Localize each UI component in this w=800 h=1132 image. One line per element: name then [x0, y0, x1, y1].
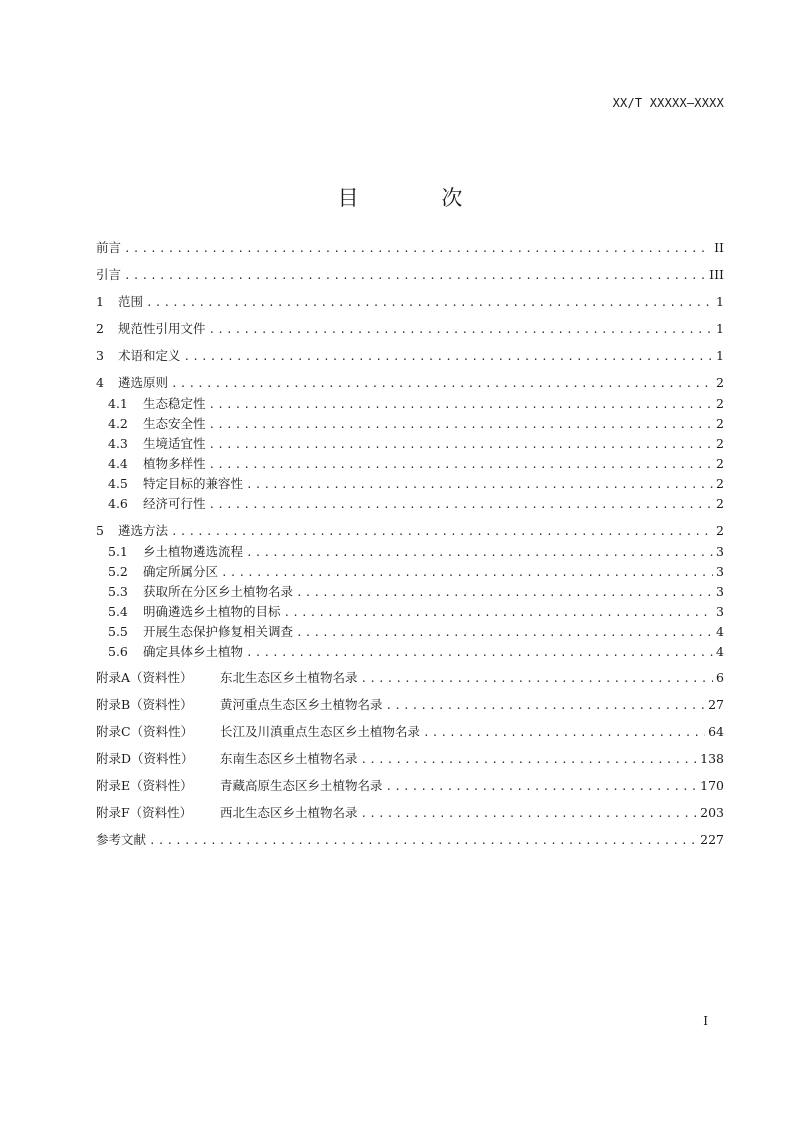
dot-leader	[423, 723, 705, 743]
toc-entry-label: 生态稳定性	[143, 396, 206, 411]
toc-entry-page: 2	[716, 416, 724, 431]
document-code: XX/T XXXXX—XXXX	[612, 96, 724, 110]
dot-leader	[296, 623, 713, 643]
toc-entry-label: 西北生态区乡土植物名录	[220, 805, 358, 820]
toc-entry-intro[interactable]	[96, 265, 724, 285]
dot-leader	[209, 435, 714, 455]
page-number: I	[703, 1014, 708, 1028]
toc-entry-page: 27	[708, 697, 724, 712]
toc-entry-section-4-4[interactable]	[108, 454, 724, 474]
toc-entry-appendix-prefix: 附录D（资料性）	[96, 751, 194, 766]
toc-entry-section-4-1[interactable]	[108, 394, 724, 414]
toc-entry-page: 2	[716, 456, 724, 471]
toc-entry-label: 参考文献	[96, 832, 147, 847]
dot-leader	[246, 475, 713, 495]
toc-entry-label: 生态安全性	[143, 416, 206, 431]
toc-entry-page: III	[709, 267, 724, 282]
toc-entry-number: 2	[96, 321, 104, 336]
toc-entry-page: 2	[716, 396, 724, 411]
toc-entry-label: 乡土植物遴选流程	[143, 544, 244, 559]
toc-entry-number: 5.1	[108, 544, 128, 559]
toc-entry-section-3[interactable]	[96, 346, 724, 366]
toc-entry-appendix-c[interactable]	[96, 722, 724, 742]
toc-entry-references[interactable]	[96, 830, 724, 850]
toc-entry-label: 前言	[96, 240, 122, 255]
toc-entry-appendix-a[interactable]	[96, 668, 724, 688]
toc-entry-section-4-5[interactable]	[108, 474, 724, 494]
toc-entry-page: 4	[716, 624, 724, 639]
dot-leader	[209, 455, 714, 475]
toc-entry-number: 5.2	[108, 564, 128, 579]
toc-entry-label: 引言	[96, 267, 122, 282]
toc-entry-label: 东北生态区乡土植物名录	[220, 670, 358, 685]
toc-entry-page: 4	[716, 644, 724, 659]
toc-entry-page: 2	[716, 476, 724, 491]
dot-leader	[146, 293, 713, 313]
toc-entry-page: 2	[716, 523, 724, 538]
page-title: 目 次	[337, 186, 501, 210]
toc-entry-section-5-5[interactable]	[108, 622, 724, 642]
toc-entry-appendix-prefix: 附录C（资料性）	[96, 724, 194, 739]
toc-entry-page: 2	[716, 496, 724, 511]
toc-entry-section-5-1[interactable]	[108, 542, 724, 562]
toc-entry-page: 3	[716, 564, 724, 579]
toc-entry-label: 获取所在分区乡土植物名录	[143, 584, 294, 599]
toc-entry-label: 确定所属分区	[143, 564, 219, 579]
toc-entry-appendix-prefix: 附录B（资料性）	[96, 697, 193, 712]
toc-entry-section-5[interactable]	[96, 521, 724, 541]
dot-leader	[246, 543, 713, 563]
toc-entry-page: 6	[716, 670, 724, 685]
toc-entry-label: 范围	[118, 294, 144, 309]
dot-leader	[124, 239, 711, 259]
toc-entry-label: 特定目标的兼容性	[143, 476, 244, 491]
toc-entry-number: 5.5	[108, 624, 128, 639]
dot-leader	[386, 777, 698, 797]
toc-entry-section-4-3[interactable]	[108, 434, 724, 454]
toc-entry-number: 5.4	[108, 604, 128, 619]
toc-entry-number: 5	[96, 523, 104, 538]
toc-entry-section-4-2[interactable]	[108, 414, 724, 434]
toc-entry-label: 黄河重点生态区乡土植物名录	[220, 697, 383, 712]
toc-entry-appendix-f[interactable]	[96, 803, 724, 823]
toc-entry-page: 64	[708, 724, 724, 739]
toc-entry-page: 3	[716, 544, 724, 559]
toc-entry-page: 1	[716, 321, 724, 336]
toc-entry-section-5-6[interactable]	[108, 642, 724, 662]
toc-entry-label: 经济可行性	[143, 496, 206, 511]
toc-entry-appendix-prefix: 附录E（资料性）	[96, 778, 193, 793]
toc-entry-page: 1	[716, 348, 724, 363]
toc-entry-page: 227	[700, 832, 724, 847]
toc-entry-number: 4.5	[108, 476, 128, 491]
toc-entry-appendix-prefix: 附录F（资料性）	[96, 805, 193, 820]
toc-entry-number: 4.4	[108, 456, 128, 471]
dot-leader	[209, 395, 714, 415]
toc-entry-section-4[interactable]	[96, 373, 724, 393]
toc-entry-preface[interactable]	[96, 238, 724, 258]
toc-entry-appendix-e[interactable]	[96, 776, 724, 796]
dot-leader	[361, 750, 698, 770]
toc-entry-number: 4.3	[108, 436, 128, 451]
toc-entry-number: 4.2	[108, 416, 128, 431]
toc-entry-appendix-prefix: 附录A（资料性）	[96, 670, 193, 685]
toc-entry-page: II	[714, 240, 724, 255]
dot-leader	[124, 266, 706, 286]
toc-entry-section-5-4[interactable]	[108, 602, 724, 622]
toc-entry-page: 138	[700, 751, 724, 766]
toc-entry-label: 遴选方法	[118, 523, 169, 538]
toc-entry-label: 遴选原则	[118, 375, 169, 390]
toc-entry-page: 203	[700, 805, 724, 820]
toc-entry-section-2[interactable]	[96, 319, 724, 339]
dot-leader	[149, 831, 697, 851]
dot-leader	[246, 643, 713, 663]
toc-entry-number: 4.6	[108, 496, 128, 511]
toc-entry-page: 2	[716, 375, 724, 390]
toc-entry-section-4-6[interactable]	[108, 494, 724, 514]
dot-leader	[171, 522, 713, 542]
toc-entry-number: 1	[96, 294, 104, 309]
toc-entry-appendix-b[interactable]	[96, 695, 724, 715]
toc-entry-label: 规范性引用文件	[118, 321, 206, 336]
dot-leader	[184, 347, 714, 367]
dot-leader	[361, 669, 714, 689]
toc-entry-section-5-2[interactable]	[108, 562, 724, 582]
toc-entry-label: 明确遴选乡土植物的目标	[143, 604, 281, 619]
toc-entry-page: 170	[700, 778, 724, 793]
dot-leader	[209, 320, 714, 340]
toc-entry-label: 青藏高原生态区乡土植物名录	[220, 778, 383, 793]
toc-entry-label: 术语和定义	[118, 348, 181, 363]
toc-entry-label: 长江及川滇重点生态区乡土植物名录	[220, 724, 421, 739]
toc-entry-section-1[interactable]	[96, 292, 724, 312]
toc-entry-page: 3	[716, 604, 724, 619]
toc-entry-number: 3	[96, 348, 104, 363]
toc-entry-page: 1	[716, 294, 724, 309]
toc-entry-number: 4.1	[108, 396, 128, 411]
toc-entry-section-5-3[interactable]	[108, 582, 724, 602]
dot-leader	[296, 583, 713, 603]
dot-leader	[361, 804, 698, 824]
toc-entry-number: 4	[96, 375, 104, 390]
toc-entry-label: 植物多样性	[143, 456, 206, 471]
toc-entry-label: 开展生态保护修复相关调查	[143, 624, 294, 639]
dot-leader	[284, 603, 714, 623]
toc-entry-number: 5.3	[108, 584, 128, 599]
dot-leader	[171, 374, 713, 394]
toc-entry-page: 3	[716, 584, 724, 599]
dot-leader	[221, 563, 713, 583]
dot-leader	[386, 696, 706, 716]
toc-entry-label: 生境适宜性	[143, 436, 206, 451]
dot-leader	[209, 415, 714, 435]
toc-entry-number: 5.6	[108, 644, 128, 659]
toc-entry-label: 确定具体乡土植物	[143, 644, 244, 659]
toc-entry-appendix-d[interactable]	[96, 749, 724, 769]
toc-entry-label: 东南生态区乡土植物名录	[220, 751, 358, 766]
dot-leader	[209, 495, 714, 515]
toc-entry-page: 2	[716, 436, 724, 451]
